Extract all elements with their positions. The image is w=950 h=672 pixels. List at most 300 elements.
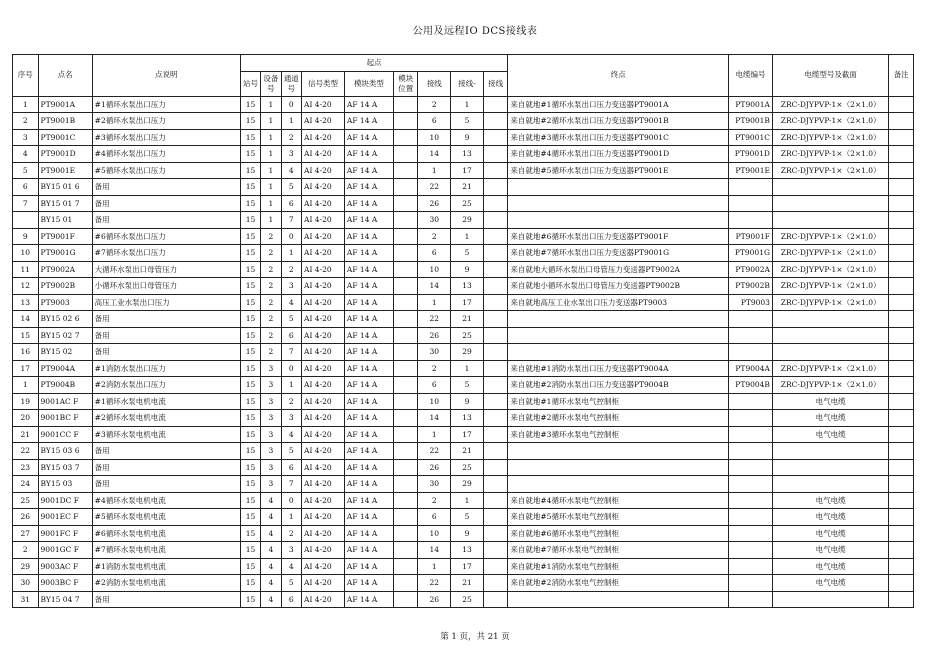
row-station: 15 [240, 146, 260, 163]
row-module-type: AF 14 A [344, 525, 393, 542]
row-channel: 3 [281, 278, 301, 295]
row-cable-spec [772, 344, 888, 361]
row-channel: 4 [281, 426, 301, 443]
table-row [13, 327, 914, 344]
table-row [13, 245, 914, 262]
row-module-type: AF 14 A [344, 459, 393, 476]
row-signal-type: AI 4-20 [302, 162, 345, 179]
row-module-pos [393, 179, 418, 196]
row-wire-1: 6 [418, 245, 451, 262]
table-row [13, 525, 914, 542]
document-title: 公用及远程IO DCS接线表 [412, 26, 538, 37]
row-remark [889, 278, 914, 295]
row-wire-3 [483, 212, 508, 229]
row-end [508, 179, 729, 196]
row-module-type: AF 14 A [344, 96, 393, 113]
row-signal-type: AI 4-20 [302, 509, 345, 526]
row-seq: 12 [13, 278, 39, 295]
row-channel: 1 [281, 509, 301, 526]
row-station: 15 [240, 162, 260, 179]
row-cable-no: PT9003 [729, 294, 773, 311]
row-module-pos [393, 146, 418, 163]
row-device: 2 [261, 261, 281, 278]
row-seq: 30 [13, 575, 39, 592]
row-wire-3 [483, 278, 508, 295]
row-wire-3 [483, 344, 508, 361]
row-cable-spec: ZRC-DJYPVP-1×（2×1.0） [772, 96, 888, 113]
row-module-pos [393, 558, 418, 575]
row-module-pos [393, 162, 418, 179]
table-row [13, 228, 914, 245]
row-cable-no [729, 195, 773, 212]
row-wire-2: 9 [451, 525, 484, 542]
row-end [508, 459, 729, 476]
row-point-desc: #4循环水泵出口压力 [92, 146, 240, 163]
row-seq: 3 [13, 129, 39, 146]
row-channel: 0 [281, 360, 301, 377]
header-start: 起点 [240, 55, 508, 72]
row-cable-no: PT9001G [729, 245, 773, 262]
row-point-desc: #2消防水泵电机电流 [92, 575, 240, 592]
row-end: 来自就地#2消防水泵电气控制柜 [508, 575, 729, 592]
row-point-name: BY15 02 [38, 344, 92, 361]
row-station: 15 [240, 113, 260, 130]
row-seq: 2 [13, 113, 39, 130]
row-wire-1: 26 [418, 591, 451, 608]
row-channel: 0 [281, 228, 301, 245]
table-row [13, 558, 914, 575]
row-end: 来自就地#2循环水泵电气控制柜 [508, 410, 729, 427]
row-module-type: AF 14 A [344, 294, 393, 311]
row-cable-spec [772, 443, 888, 460]
row-device: 1 [261, 113, 281, 130]
row-channel: 4 [281, 162, 301, 179]
row-remark [889, 195, 914, 212]
row-wire-3 [483, 443, 508, 460]
table-row [13, 113, 914, 130]
row-module-pos [393, 212, 418, 229]
row-station: 15 [240, 195, 260, 212]
row-wire-3 [483, 311, 508, 328]
row-seq: 20 [13, 410, 39, 427]
row-wire-1: 26 [418, 195, 451, 212]
row-point-desc: #5循环水泵出口压力 [92, 162, 240, 179]
row-cable-no [729, 393, 773, 410]
row-remark [889, 393, 914, 410]
row-end: 来自就地#3循环水泵出口压力变送器PT9001C [508, 129, 729, 146]
row-station: 15 [240, 377, 260, 394]
row-point-desc: 高压工业水泵出口压力 [92, 294, 240, 311]
row-wire-1: 10 [418, 525, 451, 542]
row-wire-2: 9 [451, 393, 484, 410]
row-wire-2: 9 [451, 261, 484, 278]
row-device: 2 [261, 311, 281, 328]
row-signal-type: AI 4-20 [302, 96, 345, 113]
row-end: 来自就地#7循环水泵电气控制柜 [508, 542, 729, 559]
row-station: 15 [240, 542, 260, 559]
header-signal-type: 信号类型 [302, 71, 345, 96]
row-station: 15 [240, 327, 260, 344]
row-cable-spec [772, 195, 888, 212]
row-seq: 6 [13, 179, 39, 196]
row-point-desc: 备用 [92, 195, 240, 212]
row-wire-1: 22 [418, 443, 451, 460]
table-row [13, 311, 914, 328]
row-device: 1 [261, 146, 281, 163]
row-wire-1: 6 [418, 113, 451, 130]
row-point-desc: #3循环水泵电机电流 [92, 426, 240, 443]
row-wire-1: 1 [418, 162, 451, 179]
table-row [13, 591, 914, 608]
row-remark [889, 558, 914, 575]
row-module-type: AF 14 A [344, 558, 393, 575]
row-remark [889, 476, 914, 493]
row-remark [889, 591, 914, 608]
row-cable-no [729, 492, 773, 509]
row-wire-2: 17 [451, 294, 484, 311]
row-cable-spec [772, 476, 888, 493]
row-cable-spec: 电气电缆 [772, 426, 888, 443]
row-cable-spec: 电气电缆 [772, 575, 888, 592]
row-signal-type: AI 4-20 [302, 344, 345, 361]
row-module-type: AF 14 A [344, 542, 393, 559]
row-point-name: BY15 03 6 [38, 443, 92, 460]
row-module-type: AF 14 A [344, 492, 393, 509]
row-cable-spec: ZRC-DJYPVP-1×（2×1.0） [772, 261, 888, 278]
row-seq: 19 [13, 393, 39, 410]
row-end: 来自就地#5循环水泵电气控制柜 [508, 509, 729, 526]
row-module-type: AF 14 A [344, 360, 393, 377]
row-signal-type: AI 4-20 [302, 443, 345, 460]
row-point-desc: #7循环水泵出口压力 [92, 245, 240, 262]
row-cable-no [729, 426, 773, 443]
row-device: 3 [261, 426, 281, 443]
row-point-name: BY15 01 [38, 212, 92, 229]
row-signal-type: AI 4-20 [302, 393, 345, 410]
row-seq: 15 [13, 327, 39, 344]
row-point-desc: #2消防水泵出口压力 [92, 377, 240, 394]
table-row [13, 426, 914, 443]
row-wire-1: 22 [418, 311, 451, 328]
row-cable-spec: 电气电缆 [772, 525, 888, 542]
row-channel: 2 [281, 525, 301, 542]
row-remark [889, 261, 914, 278]
row-point-name: BY15 01 6 [38, 179, 92, 196]
row-wire-1: 2 [418, 360, 451, 377]
row-cable-spec: ZRC-DJYPVP-1×（2×1.0） [772, 360, 888, 377]
row-signal-type: AI 4-20 [302, 591, 345, 608]
row-remark [889, 426, 914, 443]
row-channel: 2 [281, 129, 301, 146]
row-point-name: PT9002A [38, 261, 92, 278]
row-point-desc: 备用 [92, 327, 240, 344]
row-wire-3 [483, 591, 508, 608]
row-point-desc: #4循环水泵电机电流 [92, 492, 240, 509]
header-channel: 通道号 [281, 71, 301, 96]
row-cable-no [729, 459, 773, 476]
table-row [13, 509, 914, 526]
row-point-desc: #1消防水泵出口压力 [92, 360, 240, 377]
row-module-type: AF 14 A [344, 591, 393, 608]
row-wire-3 [483, 96, 508, 113]
row-cable-spec: 电气电缆 [772, 558, 888, 575]
row-seq: 1 [13, 377, 39, 394]
row-wire-1: 2 [418, 96, 451, 113]
row-module-type: AF 14 A [344, 476, 393, 493]
row-module-pos [393, 509, 418, 526]
row-point-name: PT9001C [38, 129, 92, 146]
row-module-type: AF 14 A [344, 113, 393, 130]
row-wire-3 [483, 525, 508, 542]
row-signal-type: AI 4-20 [302, 525, 345, 542]
row-wire-2: 1 [451, 360, 484, 377]
row-wire-2: 13 [451, 146, 484, 163]
row-remark [889, 129, 914, 146]
row-cable-spec: 电气电缆 [772, 492, 888, 509]
row-wire-1: 6 [418, 509, 451, 526]
row-signal-type: AI 4-20 [302, 228, 345, 245]
row-module-pos [393, 575, 418, 592]
row-seq: 25 [13, 492, 39, 509]
row-station: 15 [240, 96, 260, 113]
row-station: 15 [240, 360, 260, 377]
row-wire-1: 30 [418, 476, 451, 493]
row-cable-no [729, 558, 773, 575]
row-module-pos [393, 525, 418, 542]
row-remark [889, 146, 914, 163]
row-point-name: PT9001A [38, 96, 92, 113]
row-module-pos [393, 443, 418, 460]
row-point-name: BY15 04 7 [38, 591, 92, 608]
row-module-pos [393, 410, 418, 427]
row-wire-1: 6 [418, 377, 451, 394]
row-seq: 26 [13, 509, 39, 526]
page-footer: 第 1 页，共 21 页 [440, 632, 510, 642]
row-signal-type: AI 4-20 [302, 311, 345, 328]
row-cable-spec: ZRC-DJYPVP-1×（2×1.0） [772, 162, 888, 179]
header-seq: 序号 [13, 55, 39, 97]
row-module-type: AF 14 A [344, 410, 393, 427]
row-end: 来自就地#6循环水泵电气控制柜 [508, 525, 729, 542]
row-station: 15 [240, 294, 260, 311]
row-wire-3 [483, 426, 508, 443]
header-wire-3: 接线 [483, 71, 508, 96]
row-module-pos [393, 344, 418, 361]
row-wire-2: 25 [451, 327, 484, 344]
row-seq: 7 [13, 195, 39, 212]
row-channel: 5 [281, 179, 301, 196]
header-module-pos: 模块位置 [393, 71, 418, 96]
row-wire-1: 1 [418, 294, 451, 311]
row-point-desc: #5循环水泵电机电流 [92, 509, 240, 526]
row-remark [889, 377, 914, 394]
row-remark [889, 492, 914, 509]
row-remark [889, 294, 914, 311]
row-remark [889, 542, 914, 559]
row-signal-type: AI 4-20 [302, 245, 345, 262]
table-row [13, 96, 914, 113]
row-channel: 1 [281, 113, 301, 130]
row-station: 15 [240, 575, 260, 592]
row-wire-3 [483, 113, 508, 130]
row-cable-spec [772, 179, 888, 196]
row-station: 15 [240, 311, 260, 328]
row-wire-2: 29 [451, 344, 484, 361]
row-channel: 1 [281, 377, 301, 394]
row-seq: 2 [13, 542, 39, 559]
row-module-type: AF 14 A [344, 179, 393, 196]
row-wire-1: 26 [418, 327, 451, 344]
row-wire-1: 30 [418, 344, 451, 361]
row-wire-2: 21 [451, 179, 484, 196]
row-end [508, 327, 729, 344]
row-cable-no: PT9002A [729, 261, 773, 278]
row-module-type: AF 14 A [344, 278, 393, 295]
row-device: 2 [261, 278, 281, 295]
row-wire-2: 13 [451, 278, 484, 295]
row-end [508, 476, 729, 493]
row-wire-3 [483, 228, 508, 245]
row-remark [889, 212, 914, 229]
row-module-pos [393, 294, 418, 311]
row-wire-2: 1 [451, 96, 484, 113]
row-wire-3 [483, 542, 508, 559]
row-point-desc: #7循环水泵电机电流 [92, 542, 240, 559]
row-wire-2: 17 [451, 162, 484, 179]
row-channel: 6 [281, 327, 301, 344]
table-row [13, 344, 914, 361]
row-end: 来自就地小循环水泵出口母管压力变送器PT9002B [508, 278, 729, 295]
row-point-name: 9003BC F [38, 575, 92, 592]
table-row [13, 459, 914, 476]
row-point-desc: 备用 [92, 476, 240, 493]
row-channel: 6 [281, 591, 301, 608]
row-module-type: AF 14 A [344, 311, 393, 328]
row-seq: 5 [13, 162, 39, 179]
row-cable-spec [772, 311, 888, 328]
row-remark [889, 179, 914, 196]
row-seq: 1 [13, 96, 39, 113]
row-point-name: PT9001E [38, 162, 92, 179]
header-wire-2: 接线- [451, 71, 484, 96]
row-device: 1 [261, 212, 281, 229]
row-cable-no [729, 410, 773, 427]
row-device: 3 [261, 377, 281, 394]
row-wire-2: 17 [451, 426, 484, 443]
row-point-name: PT9001D [38, 146, 92, 163]
row-end [508, 195, 729, 212]
row-cable-no [729, 575, 773, 592]
row-wire-2: 5 [451, 245, 484, 262]
row-cable-spec: 电气电缆 [772, 509, 888, 526]
row-point-name: 9003AC F [38, 558, 92, 575]
row-wire-1: 26 [418, 459, 451, 476]
row-cable-no: PT9002B [729, 278, 773, 295]
header-cable-no: 电缆编号 [729, 55, 773, 97]
row-end: 来自就地#5循环水泵出口压力变送器PT9001E [508, 162, 729, 179]
row-wire-2: 5 [451, 509, 484, 526]
row-end [508, 443, 729, 460]
row-module-pos [393, 327, 418, 344]
row-station: 15 [240, 525, 260, 542]
row-device: 3 [261, 459, 281, 476]
row-module-pos [393, 393, 418, 410]
row-signal-type: AI 4-20 [302, 327, 345, 344]
row-cable-no [729, 311, 773, 328]
row-wire-3 [483, 410, 508, 427]
row-cable-no [729, 525, 773, 542]
row-channel: 7 [281, 476, 301, 493]
header-point-name: 点名 [38, 55, 92, 97]
table-row [13, 492, 914, 509]
row-station: 15 [240, 443, 260, 460]
table-row [13, 129, 914, 146]
row-wire-1: 10 [418, 261, 451, 278]
row-device: 4 [261, 558, 281, 575]
row-wire-2: 17 [451, 558, 484, 575]
row-point-desc: 备用 [92, 311, 240, 328]
row-wire-2: 25 [451, 459, 484, 476]
row-remark [889, 509, 914, 526]
row-device: 1 [261, 129, 281, 146]
row-seq: 11 [13, 261, 39, 278]
row-wire-3 [483, 492, 508, 509]
row-cable-spec [772, 591, 888, 608]
row-signal-type: AI 4-20 [302, 558, 345, 575]
row-remark [889, 360, 914, 377]
row-point-name: 9001AC F [38, 393, 92, 410]
table-row [13, 162, 914, 179]
row-cable-no [729, 179, 773, 196]
row-channel: 0 [281, 96, 301, 113]
row-module-pos [393, 426, 418, 443]
row-wire-1: 22 [418, 575, 451, 592]
row-remark [889, 162, 914, 179]
row-wire-1: 14 [418, 278, 451, 295]
row-device: 2 [261, 245, 281, 262]
row-wire-3 [483, 179, 508, 196]
row-point-name: 9001FC F [38, 525, 92, 542]
table-row [13, 476, 914, 493]
row-station: 15 [240, 558, 260, 575]
row-station: 15 [240, 344, 260, 361]
row-wire-2: 5 [451, 377, 484, 394]
row-module-type: AF 14 A [344, 344, 393, 361]
row-module-pos [393, 113, 418, 130]
row-module-pos [393, 492, 418, 509]
row-wire-2: 13 [451, 410, 484, 427]
row-signal-type: AI 4-20 [302, 129, 345, 146]
row-channel: 2 [281, 393, 301, 410]
row-point-desc: #2循环水泵出口压力 [92, 113, 240, 130]
row-end: 来自就地#7循环水泵出口压力变送器PT9001G [508, 245, 729, 262]
row-end: 来自就地#4循环水泵电气控制柜 [508, 492, 729, 509]
row-channel: 3 [281, 542, 301, 559]
row-device: 4 [261, 509, 281, 526]
table-row [13, 146, 914, 163]
table-row [13, 278, 914, 295]
row-wire-1: 14 [418, 542, 451, 559]
row-station: 15 [240, 426, 260, 443]
row-seq: 22 [13, 443, 39, 460]
row-end: 来自就地#1循环水泵出口压力变送器PT9001A [508, 96, 729, 113]
row-seq: 24 [13, 476, 39, 493]
row-point-desc: #6循环水泵电机电流 [92, 525, 240, 542]
row-device: 4 [261, 525, 281, 542]
row-cable-no [729, 509, 773, 526]
row-seq: 4 [13, 146, 39, 163]
row-signal-type: AI 4-20 [302, 261, 345, 278]
